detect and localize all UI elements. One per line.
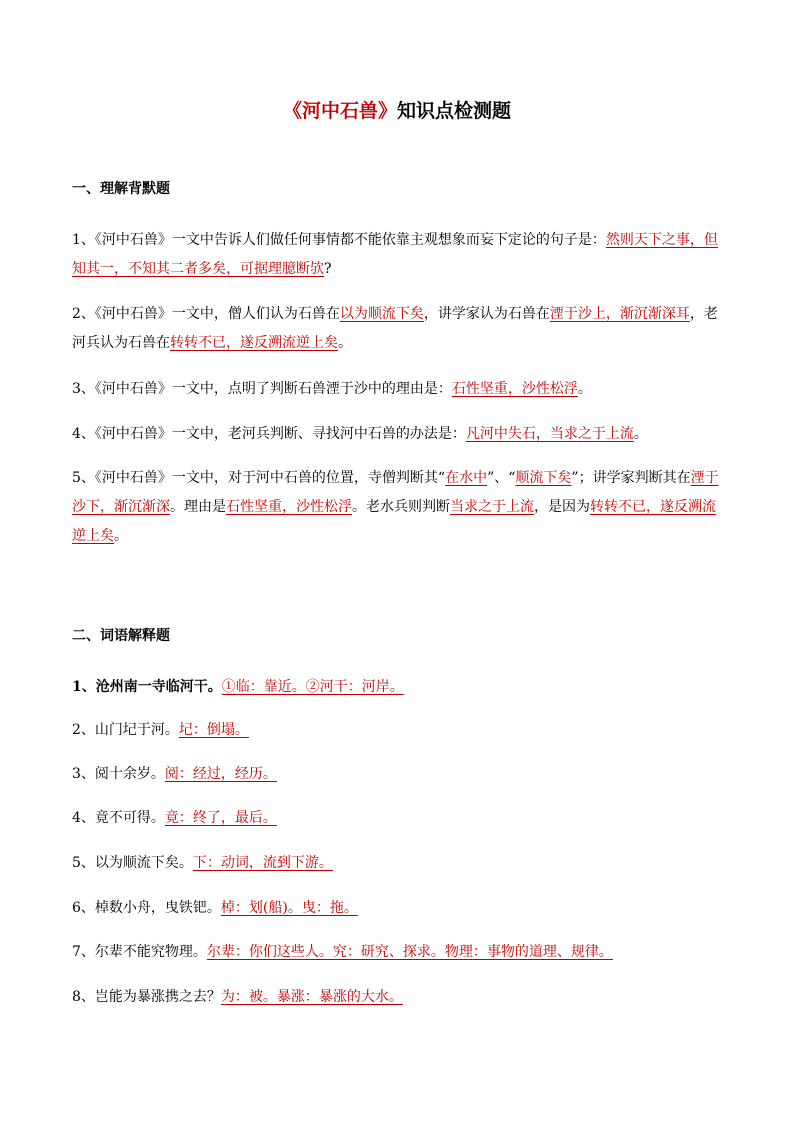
vocab-item-6 xyxy=(72,894,724,923)
vocab-item-3 xyxy=(72,760,724,789)
question-text: 5、《河中石兽》一文中，对于河中石兽的位置，寺僧判断其“ xyxy=(72,470,446,486)
vocab-answer: 棹：划(船)。曳：拖。 xyxy=(220,900,358,916)
question-text: ，讲学家认为石兽在 xyxy=(423,306,550,322)
answer-text: 在水中 xyxy=(445,470,488,486)
answer-text: 湮于沙上，渐沉渐深耳 xyxy=(549,306,690,322)
vocab-answer: 为：被。暴涨：暴涨的大水。 xyxy=(220,989,403,1005)
title-suffix: 知识点检测题 xyxy=(397,100,512,122)
vocab-item-8 xyxy=(72,983,724,1012)
answer-text: 然则天下之事，但知其一，不知其二者多矣，可据理臆断欤 xyxy=(72,232,718,277)
answer-text: 顺流下矣 xyxy=(515,470,572,486)
question-text: 。理由是 xyxy=(170,499,226,515)
vocab-item-2 xyxy=(72,716,724,745)
vocab-answer: 下：动词，流到下游。 xyxy=(192,855,333,871)
answer-text: 石性坚重，沙性松浮 xyxy=(451,381,578,397)
question-3 xyxy=(72,375,724,404)
vocab-question: 1、沧州南一寺临河干。 xyxy=(72,679,222,695)
question-text: 。 xyxy=(633,426,648,442)
question-text: 。老水兵则判断 xyxy=(352,499,450,515)
vocab-answer: ①临：靠近。②河干：河岸。 xyxy=(221,679,404,695)
vocab-question: 2、山门圮于河。 xyxy=(72,722,179,738)
question-4 xyxy=(72,420,724,449)
question-text: 。 xyxy=(577,381,592,397)
answer-text: 湮于沙下，渐沉渐深 xyxy=(72,470,719,515)
question-1 xyxy=(72,226,724,284)
page-title xyxy=(0,96,794,123)
vocab-item-7 xyxy=(72,938,724,967)
vocab-question: 5、以为顺流下矣。 xyxy=(72,855,193,871)
question-text: 1、《河中石兽》一文中告诉人们做任何事情都不能依靠主观想象而妄下定论的句子是： xyxy=(72,232,606,248)
question-text: ，老河兵认为石兽在 xyxy=(72,306,718,351)
answer-text: 以为顺流下矣 xyxy=(339,306,424,322)
vocab-answer: 尔辈：你们这些人。究：研究、探求。物理：事物的道理、规律。 xyxy=(206,944,613,960)
answer-text: 转转不已，遂反溯流逆上矣 xyxy=(170,335,338,351)
vocab-question: 6、棹数小舟，曳铁钯。 xyxy=(72,900,221,916)
question-text: ”、“ xyxy=(487,470,516,486)
question-2 xyxy=(72,300,724,358)
vocab-question: 7、尔辈不能究物理。 xyxy=(72,944,207,960)
vocab-question: 4、竟不可得。 xyxy=(72,810,165,826)
question-5 xyxy=(72,464,724,551)
answer-text: 石性坚重，沙性松浮 xyxy=(226,499,352,515)
vocab-question: 3、阅十余岁。 xyxy=(72,766,165,782)
question-text: 4、《河中石兽》一文中，老河兵判断、寻找河中石兽的办法是： xyxy=(72,426,466,442)
question-text: 2、《河中石兽》一文中，僧人们认为石兽在 xyxy=(72,306,340,322)
answer-text: 凡河中失石，当求之于上流 xyxy=(465,426,634,442)
vocab-item-4 xyxy=(72,804,724,833)
vocab-item-1 xyxy=(72,673,724,702)
question-text: ，是因为 xyxy=(534,499,590,515)
answer-text: 当求之于上流 xyxy=(450,499,534,515)
vocab-answer: 竟：终了，最后。 xyxy=(164,810,277,826)
vocab-question: 8、岂能为暴涨携之去？ xyxy=(72,989,221,1005)
question-text: ”；讲学家判断其在 xyxy=(571,470,691,486)
vocab-answer: 阅：经过，经历。 xyxy=(164,766,277,782)
answer-text: 转转不已，遂反溯流逆上矣 xyxy=(72,499,716,544)
section-heading-vocabulary: 二、词语解释题 xyxy=(72,628,170,644)
vocab-item-5 xyxy=(72,849,724,878)
question-text: 。 xyxy=(338,335,352,351)
question-text: 。 xyxy=(114,528,128,544)
question-text: 3、《河中石兽》一文中，点明了判断石兽湮于沙中的理由是： xyxy=(72,381,452,397)
title-book-name: 《河中石兽》 xyxy=(282,100,397,122)
section-heading-recitation: 一、理解背默题 xyxy=(72,181,170,197)
vocab-answer: 圮：倒塌。 xyxy=(178,722,249,738)
question-text: ? xyxy=(324,261,332,277)
